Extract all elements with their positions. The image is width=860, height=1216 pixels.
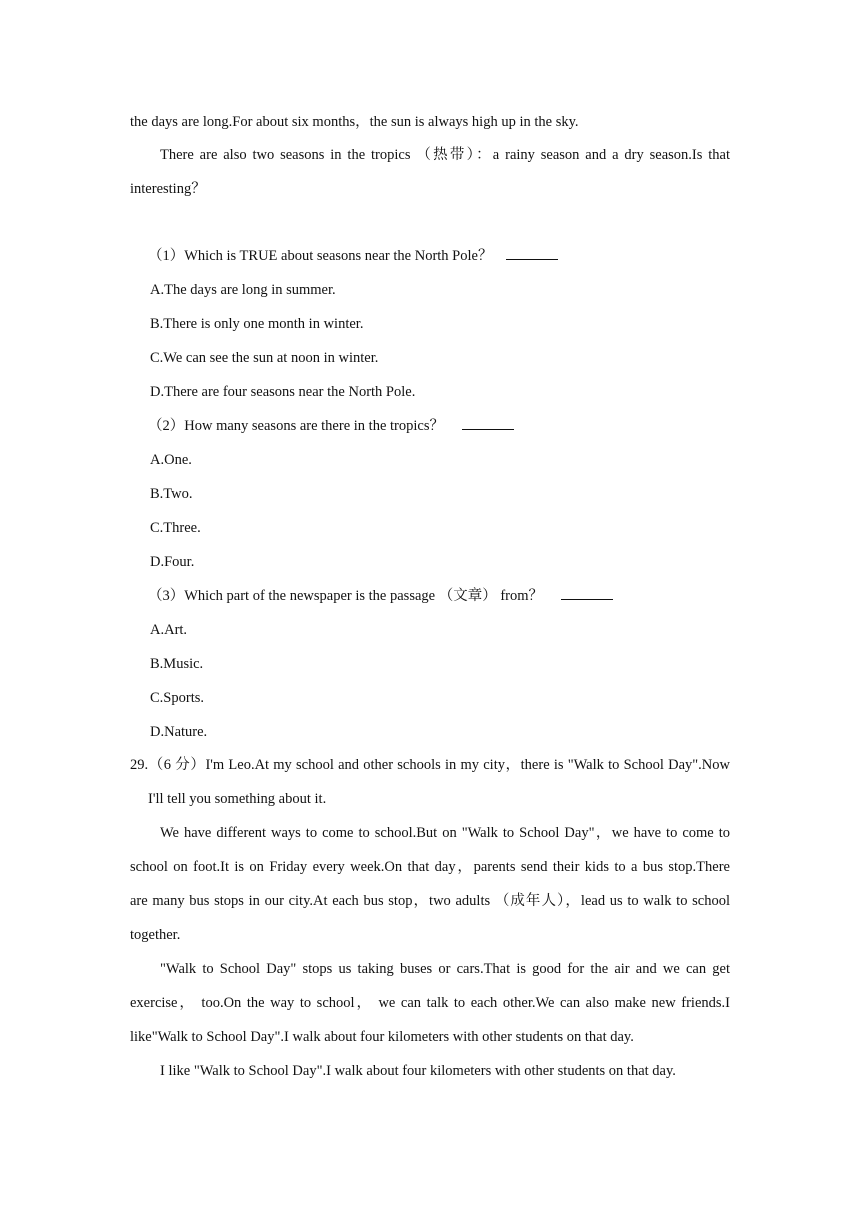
- question-stem: [148, 586, 613, 606]
- answer-blank: [462, 417, 514, 430]
- question-29-header-cont: I'll tell you something about it.: [148, 791, 327, 807]
- answer-option: C.We can see the sun at noon in winter.: [150, 350, 379, 366]
- question-stem-text: （1）Which is TRUE about seasons near the North Pole？: [148, 248, 493, 264]
- passage-paragraph-line: We have different ways to come to school.But on "Walk to School Day"，we have to come to: [160, 825, 730, 841]
- question-29-header: 29.（6 分）I'm Leo.At my school and other schools in my city，there is "Walk to School Day".Now: [130, 757, 730, 773]
- answer-option: B.There is only one month in winter.: [150, 316, 364, 332]
- question-stem-text: （3）Which part of the newspaper is the passage （文章） from？: [148, 588, 544, 604]
- answer-option: D.There are four seasons near the North Pole.: [150, 384, 416, 400]
- question-stem-text: （2）How many seasons are there in the tropics？: [148, 418, 444, 434]
- answer-option: A.Art.: [150, 622, 188, 638]
- answer-option: D.Nature.: [150, 724, 208, 740]
- passage-text-line: the days are long.For about six months，the sun is always high up in the sky.: [130, 114, 579, 130]
- passage-text-line: like"Walk to School Day".I walk about four kilometers with other students on that day.: [130, 1029, 634, 1045]
- answer-option: A.One.: [150, 452, 192, 468]
- question-stem: [148, 416, 514, 436]
- passage-text-line: interesting？: [130, 181, 206, 197]
- answer-option: D.Four.: [150, 554, 195, 570]
- question-stem: [148, 246, 558, 266]
- answer-blank: [561, 587, 613, 600]
- passage-paragraph-line: are many bus stops in our city.At each bus stop，two adults （成年人），lead us to walk to school: [130, 893, 730, 909]
- passage-paragraph-line: There are also two seasons in the tropics （热带）：a rainy season and a dry season.Is that: [160, 147, 730, 163]
- answer-blank: [506, 247, 558, 260]
- answer-option: C.Three.: [150, 520, 201, 536]
- passage-text-line: I like "Walk to School Day".I walk about four kilometers with other students on that day.: [160, 1063, 676, 1079]
- passage-paragraph-line: exercise， too.On the way to school， we can talk to each other.We can also make new friends.I: [130, 995, 730, 1011]
- answer-option: B.Music.: [150, 656, 204, 672]
- passage-paragraph-line: "Walk to School Day" stops us taking buses or cars.That is good for the air and we can get: [160, 961, 730, 977]
- answer-option: C.Sports.: [150, 690, 204, 706]
- passage-text-line: together.: [130, 927, 181, 943]
- passage-paragraph-line: school on foot.It is on Friday every week.On that day，parents send their kids to a bus stop.There: [130, 859, 730, 875]
- answer-option: B.Two.: [150, 486, 193, 502]
- answer-option: A.The days are long in summer.: [150, 282, 336, 298]
